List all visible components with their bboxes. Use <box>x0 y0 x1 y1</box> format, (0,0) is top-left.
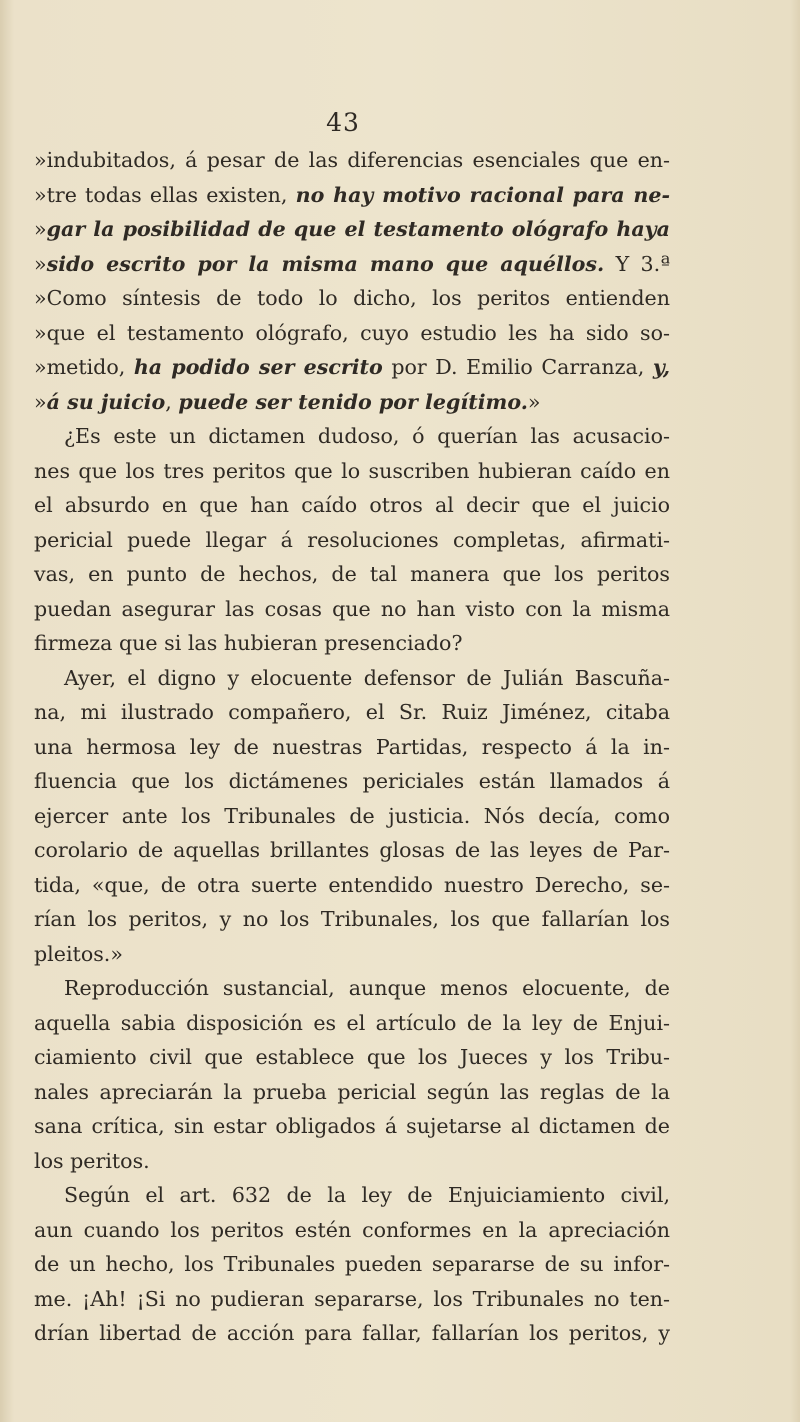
text-line <box>34 557 670 592</box>
text-line <box>34 454 670 489</box>
italic-text: á su juicio <box>46 389 166 414</box>
text-line <box>34 1178 670 1213</box>
text-span: vas, en punto de hechos, de tal manera que los peritos <box>34 562 670 586</box>
text-span: ¿Es este un dictamen dudoso, ó querían las acusacio- <box>64 424 670 448</box>
text-line <box>34 316 670 351</box>
text-span: el absurdo en que han caído otros al decir que el juicio <box>34 493 670 517</box>
text-span: pleitos.» <box>34 941 123 966</box>
text-line <box>34 350 670 385</box>
text-span: Ayer, el digno y elocuente defensor de Julián Bascuña- <box>64 665 670 690</box>
text-span: fluencia que los dictámenes periciales están llamados á <box>34 769 670 793</box>
text-line <box>34 1144 670 1179</box>
text-span: » <box>34 251 47 276</box>
text-line <box>34 247 670 282</box>
text-span: de un hecho, los Tribunales pueden separarse de su infor- <box>34 1252 670 1276</box>
text-line <box>34 178 670 213</box>
text-span: puedan asegurar las cosas que no han visto con la misma <box>34 596 670 621</box>
text-span: tida, «que, de otra suerte entendido nuestro Derecho, se- <box>34 872 670 897</box>
text-line <box>34 488 670 523</box>
text-line <box>34 902 670 937</box>
italic-text: sido escrito por la misma mano que aquéllos. <box>46 251 605 276</box>
text-span: pericial puede llegar á resoluciones completas, afirmati- <box>34 527 670 552</box>
text-line <box>34 626 670 661</box>
text-span: los peritos. <box>34 1148 150 1173</box>
text-span: Según el art. 632 de la ley de Enjuiciamiento civil, <box>64 1183 670 1207</box>
text-line <box>34 592 670 627</box>
text-line <box>34 764 670 799</box>
body-text <box>34 143 670 1351</box>
text-span: ejercer ante los Tribunales de justicia. Nós decía, como <box>34 803 670 828</box>
text-span: aun cuando los peritos estén conformes en la apreciación <box>34 1217 670 1242</box>
text-span: nales apreciarán la prueba pericial según las reglas de la <box>34 1079 670 1104</box>
text-span: » <box>34 217 47 241</box>
text-line <box>34 523 670 558</box>
text-span: » <box>34 389 47 414</box>
italic-text: y, <box>652 355 670 379</box>
text-line <box>34 212 670 247</box>
text-line <box>34 143 670 178</box>
text-line <box>34 661 670 696</box>
text-line <box>34 1109 670 1144</box>
text-span: »indubitados, á pesar de las diferencias esenciales que en- <box>34 148 670 172</box>
text-span: rían los peritos, y no los Tribunales, los que fallarían los <box>34 907 670 931</box>
text-span: me. ¡Ah! ¡Si no pudieran separarse, los Tribunales no ten- <box>34 1286 670 1311</box>
text-span: Y 3.ª <box>604 251 670 276</box>
text-span: »que el testamento ológrafo, cuyo estudio les ha sido so- <box>34 320 670 345</box>
text-line <box>34 1006 670 1041</box>
text-line <box>34 730 670 765</box>
text-span: »Como síntesis de todo lo dicho, los peritos entienden <box>34 286 670 310</box>
italic-text: no hay motivo racional para ne- <box>295 182 670 207</box>
text-line <box>34 281 670 316</box>
text-line <box>34 1247 670 1282</box>
text-span: drían libertad de acción para fallar, fallarían los peritos, y <box>34 1321 670 1345</box>
text-span: ciamiento civil que establece que los Jueces y los Tribu- <box>34 1045 670 1069</box>
text-span: firmeza que si las hubieran presenciado? <box>34 631 463 655</box>
italic-text: gar la posibilidad de que el testamento ológrafo haya <box>46 217 670 241</box>
text-line <box>34 1316 670 1351</box>
text-span: , <box>165 389 179 414</box>
text-span: por D. Emilio Carranza, <box>382 355 653 379</box>
text-span: » <box>527 389 541 414</box>
text-line <box>34 937 670 972</box>
text-span: aquella sabia disposición es el artículo de la ley de Enjui- <box>34 1010 670 1035</box>
italic-text: ha podido ser escrito <box>133 355 383 379</box>
text-line <box>34 971 670 1006</box>
text-line <box>34 1075 670 1110</box>
italic-text: puede ser tenido por legítimo. <box>178 389 528 414</box>
text-span: corolario de aquellas brillantes glosas de las leyes de Par- <box>34 838 670 862</box>
text-span: una hermosa ley de nuestras Partidas, respecto á la in- <box>34 734 670 759</box>
text-span: sana crítica, sin estar obligados á sujetarse al dictamen de <box>34 1114 670 1138</box>
text-line <box>34 799 670 834</box>
text-line <box>34 868 670 903</box>
text-line <box>34 1213 670 1248</box>
text-line <box>34 385 670 420</box>
text-span: nes que los tres peritos que lo suscriben hubieran caído en <box>34 458 670 483</box>
text-line <box>34 419 670 454</box>
text-line <box>34 1282 670 1317</box>
text-span: Reproducción sustancial, aunque menos elocuente, de <box>64 976 670 1000</box>
text-span: »tre todas ellas existen, <box>34 182 296 207</box>
page-number: 43 <box>326 108 360 137</box>
text-span: »metido, <box>34 355 134 379</box>
text-span: na, mi ilustrado compañero, el Sr. Ruiz Jiménez, citaba <box>34 700 670 724</box>
text-line <box>34 833 670 868</box>
text-line <box>34 695 670 730</box>
text-line <box>34 1040 670 1075</box>
